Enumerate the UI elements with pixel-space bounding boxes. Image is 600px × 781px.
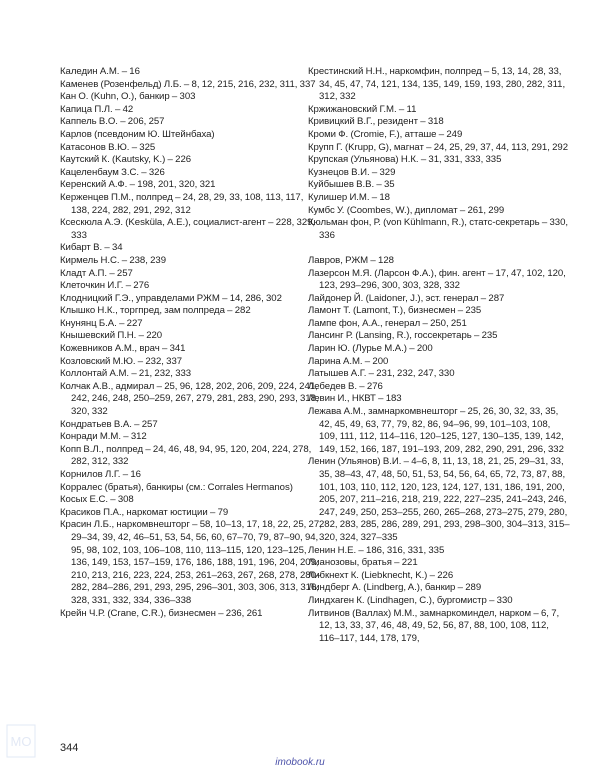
- index-entry: Линдхаген К. (Lindhagen, C.), бургомистр – 330: [308, 594, 513, 606]
- index-entry: Кибарт В. – 34: [60, 242, 123, 254]
- index-entry: Лавров, РЖМ – 128: [308, 254, 394, 266]
- index-entry: Капица П.Л. – 42: [60, 103, 134, 115]
- index-entry: Кулишер И.М. – 18: [308, 191, 390, 203]
- index-entry: Кондратьев В.А. – 257: [60, 418, 158, 430]
- index-entry: Ленин (Ульянов) В.И. – 4–6, 8, 11, 13, 18, 21, 25, 29–31, 33, 35, 38–43, 47, 48, 50, 51, 53, 54, 56, 64, 65, 72, 73, 87, 88, 101, 103, 110, 112, 120, 123, 124, 127, 131, 186, 191, 200, 205, 207, 211–216, 218, 219, 222, 227–235, 241–243, 246, 247, 249, 250, 253–255, 260, 265–268, 273–275, 279, 280, 282, 283, 285, 286, 289, 291, 293, 298–300, 304–313, 315–320, 324, 327–335: [308, 456, 570, 543]
- index-entry: Крестинский Н.Н., наркомфин, полпред – 5, 13, 14, 28, 33, 34, 45, 47, 74, 121, 134, 135, 149, 159, 193, 280, 282, 311, 312, 332: [308, 66, 566, 103]
- index-entry: Кумбс У. (Coombes, W.), дипломат – 261, 299: [308, 204, 505, 216]
- index-entry: Кацеленбаум З.С. – 326: [60, 166, 165, 178]
- index-entry: Кузнецов В.И. – 329: [308, 166, 396, 178]
- index-entry: Каппель В.О. – 206, 257: [60, 116, 165, 128]
- index-entry: Каледин А.М. – 16: [60, 66, 140, 77]
- index-entry: Корнилов Л.Г. – 16: [60, 469, 141, 480]
- index-entry: Клышко Н.К., торгпред, зам полпреда – 282: [60, 305, 251, 317]
- index-entry: Керенский А.Ф. – 198, 201, 320, 321: [60, 179, 216, 191]
- index-entry: Кюльман фон, Р. (von Kühlmann, R.), статс-секретарь – 330, 336: [308, 217, 568, 241]
- index-entry: Кривицкий В.Г., резидент – 318: [308, 116, 444, 128]
- index-entry: Ларин Ю. (Лурье М.А.) – 200: [308, 343, 433, 355]
- index-entry: Кладт А.П. – 257: [60, 267, 133, 279]
- index-entry: Кожевников А.М., врач – 341: [60, 343, 186, 355]
- index-entry: Клодницкий Г.Э., управделами РЖМ – 14, 286, 302: [60, 292, 282, 304]
- letter-group-gap: [308, 242, 570, 255]
- index-entry: Колчак А.В., адмирал – 25, 96, 128, 202, 206, 209, 224, 241, 242, 246, 248, 250–259, 267, 279, 281, 283, 290, 293, 318, 320, 332: [60, 380, 319, 418]
- index-entry: Лазерсон М.Я. (Ларсон Ф.А.), фин. агент – 17, 47, 102, 120, 123, 293–296, 300, 303, 328, 332: [308, 267, 566, 292]
- index-column-right: [308, 66, 570, 645]
- page-number: 344: [60, 742, 79, 754]
- index-entry: Кан О. (Kuhn, O.), банкир – 303: [60, 91, 196, 103]
- index-entry: Красиков П.А., наркомат юстиции – 79: [60, 506, 229, 518]
- index-entry: Ларина А.М. – 200: [308, 355, 389, 367]
- index-entry: Линдберг А. (Lindberg, A.), банкир – 289: [308, 582, 482, 594]
- index-entry: Катасонов В.Ю. – 325: [60, 141, 156, 153]
- index-entry: Крейн Ч.Р. (Crane, C.R.), бизнесмен – 236, 261: [60, 607, 263, 619]
- index-entry: Крупская (Ульянова) Н.К. – 31, 331, 333, 335: [308, 154, 502, 166]
- index-entry: Левин И., НКВТ – 183: [308, 393, 402, 405]
- watermark-logo-icon: [6, 724, 36, 758]
- index-entry: Лайдонер Й. (Laidoner, J.), эст. генерал – 287: [308, 292, 505, 304]
- index-entry: Клеточкин И.Г. – 276: [60, 280, 150, 292]
- index-entry: Кнунянц Б.А. – 227: [60, 317, 143, 329]
- index-entry: Кржижановский Г.М. – 11: [308, 103, 417, 115]
- index-entry: Лансинг Р. (Lansing, R.), госсекретарь – 235: [308, 330, 498, 342]
- index-entry: Лебедев В. – 276: [308, 380, 383, 392]
- index-entry: Лежава А.М., замнаркомвнешторг – 25, 26, 30, 32, 33, 35, 42, 45, 49, 63, 77, 79, 82, 86, 94–96, 99, 101–103, 108, 109, 111, 112, 114–116, 120–125, 127, 130–135, 139, 142, 149, 152, 166, 187, 191–193, 209, 282, 290, 291, 296, 332: [308, 406, 564, 455]
- index-entry: Корралес (братья), банкиры (см.: Corrales Hermanos): [60, 481, 293, 493]
- index-entry: Лианозовы, братья – 221: [308, 557, 418, 569]
- index-entry: Каутский К. (Kautsky, K.) – 226: [60, 154, 192, 166]
- index-entry: Конради М.М. – 312: [60, 431, 147, 443]
- index-column-left: [60, 66, 322, 620]
- index-entry: Куйбышев В.В. – 35: [308, 179, 395, 191]
- index-entry: Коллонтай А.М. – 21, 232, 333: [60, 368, 192, 380]
- index-entry: Кроми Ф. (Cromie, F.), атташе – 249: [308, 128, 463, 140]
- index-entry: Ленин Н.Е. – 186, 316, 331, 335: [308, 544, 445, 556]
- index-entry: Красин Л.Б., наркомвнешторг – 58, 10–13, 17, 18, 22, 25, 27, 29–34, 39, 42, 46–51, 53, 54, 56, 60, 67–70, 79, 87–90, 94, 95, 98, 102, 103, 106–108, 110, 113–115, 120, 123–125, 136, 149, 153, 157–159, 176, 186, 188, 191, 196, 204, 209, 210, 213, 216, 223, 224, 253, 261–263, 267, 268, 278, 280–282, 284–286, 291, 293, 295, 296–301, 303, 306, 313, 316, 328, 331, 332, 334, 336–338: [60, 519, 322, 606]
- index-entry: Каменев (Розенфельд) Л.Б. – 8, 12, 215, 216, 232, 311, 337: [60, 78, 316, 90]
- watermark-text: MO: [10, 734, 32, 749]
- index-entry: Литвинов (Валлах) М.М., замнаркоминдел, нарком – 6, 7, 12, 13, 33, 37, 46, 48, 49, 52, 56, 87, 88, 100, 108, 112, 116–117, 144, 178, 179,: [308, 607, 560, 644]
- index-entry: Керженцев П.М., полпред – 24, 28, 29, 33, 108, 113, 117, 138, 224, 282, 291, 292, 312: [60, 191, 304, 216]
- index-entry: Косых Е.С. – 308: [60, 494, 134, 506]
- index-entry: Крупп Г. (Krupp, G), магнат – 24, 25, 29, 37, 44, 113, 291, 292: [308, 141, 568, 153]
- site-link[interactable]: imobook.ru: [275, 757, 325, 768]
- index-entry: Кнышевский П.Н. – 220: [60, 330, 163, 342]
- index-entry: Кирмель Н.С. – 238, 239: [60, 254, 167, 266]
- index-entry: Ламонт Т. (Lamont, T.), бизнесмен – 235: [308, 305, 482, 317]
- index-entry: Либкнехт К. (Liebknecht, K.) – 226: [308, 569, 454, 581]
- index-entry: Козловский М.Ю. – 232, 337: [60, 355, 183, 367]
- index-entry: Латышев А.Г. – 231, 232, 247, 330: [308, 368, 455, 380]
- index-entry: Ксескюла А.Э. (Keskülа, A.E.), социалист-агент – 228, 329, 333: [60, 217, 316, 241]
- index-entry: Лампе фон, А.А., генерал – 250, 251: [308, 317, 467, 329]
- index-entry: Копп В.Л., полпред – 24, 46, 48, 94, 95, 120, 204, 224, 278, 282, 312, 332: [60, 443, 312, 468]
- index-entry: Карлов (псевдоним Ю. Штейнбаха): [60, 128, 215, 140]
